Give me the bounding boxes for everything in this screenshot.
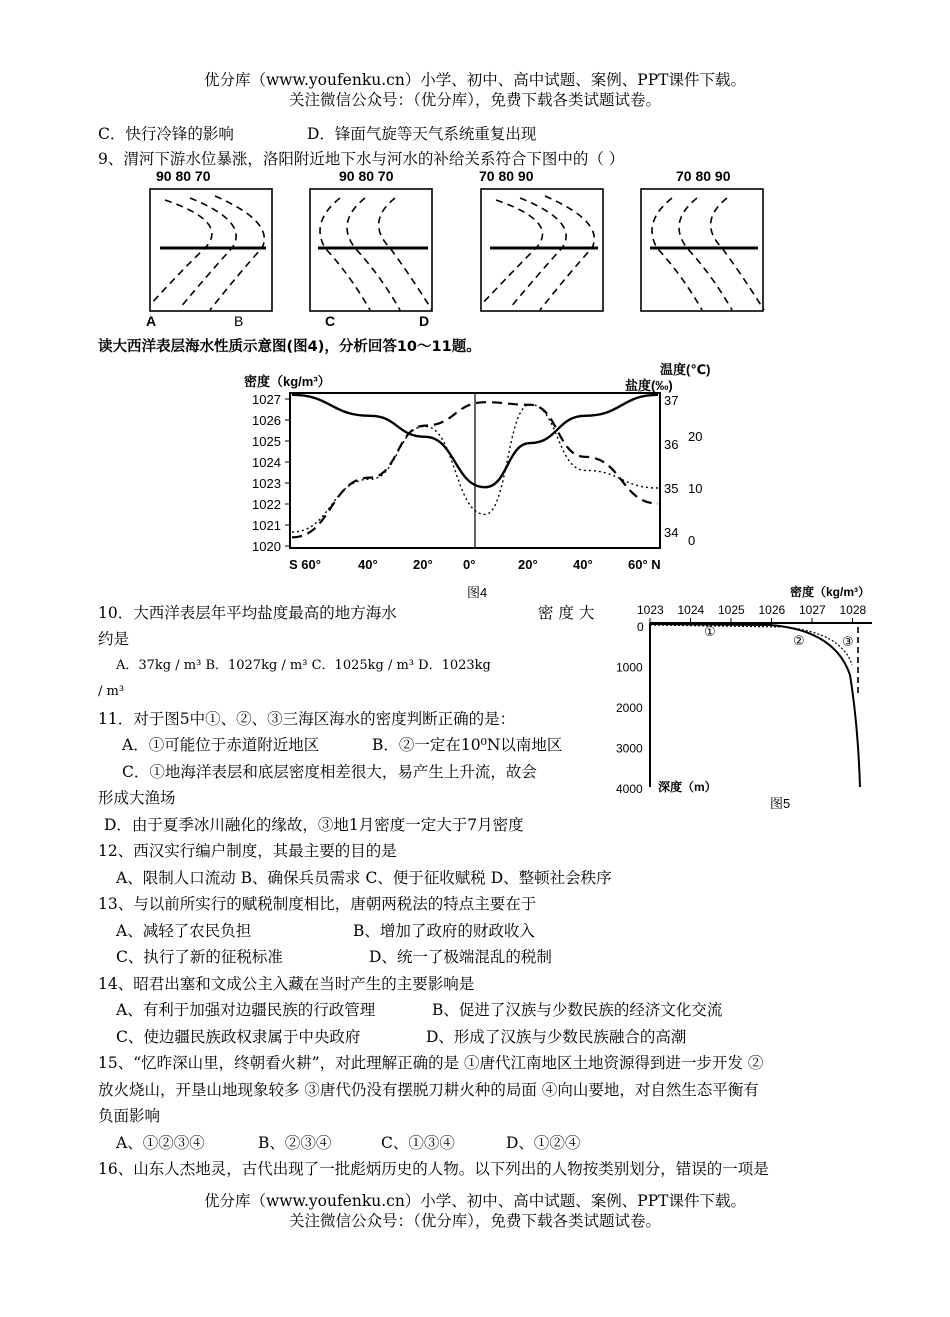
q9-panel-3[interactable] (481, 189, 603, 311)
q14-option-c: C、使边疆民族政权隶属于中央政府 (116, 1028, 361, 1046)
fig4-density-tick: 1020 (252, 539, 281, 554)
q15-stem-1: 15、“忆昨深山里，终朝看火耕”，对此理解正确的是 ①唐代江南地区土地资源得到进一步开发 ② (98, 1054, 764, 1072)
fig4-x-tick: 0° (463, 557, 476, 572)
fig5-y-tick: 3000 (616, 741, 643, 756)
q9-panel2-contour-labels: 90 80 70 (339, 168, 394, 184)
q10-options: A．37kg / m³ B．1027kg / m³ C．1025kg / m³ D．1023kg (116, 658, 491, 673)
fig5-x-tick: 1023 (637, 603, 664, 617)
q11-option-b: B．②一定在10⁰N以南地区 (372, 736, 563, 754)
q10-stem-c: 约是 (98, 630, 130, 648)
fig5-x-tick: 1027 (799, 603, 826, 617)
q11-option-c-cont: 形成大渔场 (98, 789, 176, 807)
q14-option-d: D、形成了汉族与少数民族融合的高潮 (426, 1028, 687, 1046)
fig4-x-tick: 20° (413, 557, 433, 572)
q9-panel-4[interactable] (641, 189, 764, 311)
fig4-density-tick: 1027 (252, 392, 281, 407)
fig5-label-2: ② (793, 633, 805, 648)
fig5-x-tick: 1024 (677, 603, 705, 617)
fig5-y-tick: 2000 (616, 701, 643, 715)
q12-stem: 12、西汉实行编户制度，其最主要的目的是 (98, 842, 397, 860)
q16-stem: 16、山东人杰地灵，古代出现了一批彪炳历史的人物。以下列出的人物按类别划分，错误的一项是 (98, 1160, 769, 1178)
q11-option-a: A．①可能位于赤道附近地区 (122, 736, 320, 754)
q13-option-b: B、增加了政府的财政收入 (353, 922, 535, 940)
q14-option-b: B、促进了汉族与少数民族的经济文化交流 (432, 1001, 723, 1019)
fig5-x-tick: 1025 (718, 603, 745, 617)
q15-option-a: A、①②③④ (116, 1134, 205, 1152)
fig5-depth-axis-label: 深度（m） (658, 780, 717, 794)
q9-stem: 9、渭河下游水位暴涨，洛阳附近地下水与河水的补给关系符合下图中的（ ） (98, 150, 625, 168)
fig5-y-tick: 1000 (616, 660, 643, 675)
q9-letter-a: A (146, 313, 157, 329)
q10-stem: 10．大西洋表层年平均盐度最高的地方海水 (98, 604, 397, 622)
fig4-salinity-tick: 37 (664, 393, 679, 408)
fig4-salinity-tick: 34 (664, 525, 679, 540)
q11-option-d: D．由于夏季冰川融化的缘故，③地1月密度一定大于7月密度 (104, 816, 524, 834)
header-line-1: 优分库（www.youfenku.cn）小学、初中、高中试题、案例、PPT课件下载。 (203, 71, 747, 89)
fig4-density-tick: 1022 (252, 497, 281, 512)
fig5-curve-2b-line (650, 625, 852, 665)
fig4-salinity-tick: 35 (664, 481, 679, 496)
fig4-chart (0, 360, 950, 600)
fig4-density-axis-label: 密度（kg/m³） (244, 374, 331, 389)
footer-line-1: 优分库（www.youfenku.cn）小学、初中、高中试题、案例、PPT课件下载。 (203, 1192, 747, 1210)
fig4-temperature-tick: 0 (688, 533, 696, 548)
fig4-intro: 读大西洋表层海水性质示意图(图4)，分析回答10～11题。 (98, 339, 481, 355)
fig4-x-tick: 40° (573, 557, 593, 572)
q9-letter-b: B (234, 313, 244, 329)
fig4-salinity-axis-label: 盐度(‰) (625, 378, 673, 393)
fig4-x-tick: 60° N (628, 557, 661, 572)
fig4-x-tick: 40° (358, 557, 378, 572)
fig5-curve-2-line (650, 624, 860, 787)
fig4-x-tick: S 60° (289, 557, 321, 572)
fig4-temperature-tick: 10 (688, 481, 703, 496)
fig5-chart (610, 585, 890, 805)
q9-panel3-contour-labels: 70 80 90 (479, 168, 534, 184)
fig5-y-tick: 4000 (616, 782, 643, 796)
fig4-temperature-axis-label: 温度(℃) (660, 362, 711, 377)
q15-option-c: C、①③④ (381, 1134, 455, 1152)
q12-options: A、限制人口流动 B、确保兵员需求 C、便于征收赋税 D、整顿社会秩序 (116, 869, 612, 887)
q11-option-c: C．①地海洋表层和底层密度相差很大，易产生上升流，故会 (122, 763, 537, 781)
fig4-density-tick: 1021 (252, 518, 281, 533)
fig4-x-tick: 20° (518, 557, 538, 572)
fig5-x-tick: 1026 (758, 603, 786, 617)
q10-stem-b: 密 度 大 (538, 604, 595, 622)
q9-panel-1[interactable] (150, 189, 272, 311)
q9-panel1-contour-labels: 90 80 70 (156, 168, 211, 184)
q8-option-d: D．锋面气旋等天气系统重复出现 (307, 125, 537, 143)
q9-panel4-contour-labels: 70 80 90 (676, 168, 731, 184)
fig4-density-tick: 1026 (252, 413, 281, 428)
q10-unit-tail: / m³ (98, 684, 125, 699)
fig5-x-tick: 1028 (839, 603, 867, 617)
q14-stem: 14、昭君出塞和文成公主入藏在当时产生的主要影响是 (98, 975, 475, 993)
fig5-y-tick: 0 (637, 620, 644, 634)
fig4-caption: 图4 (467, 585, 488, 600)
q13-option-a: A、减轻了农民负担 (116, 922, 252, 940)
fig4-temperature-tick: 20 (688, 429, 703, 444)
fig5-label-3: ③ (842, 634, 854, 649)
fig5-density-axis-label: 密度（kg/m³） (790, 585, 871, 599)
fig4-salinity-tick: 36 (664, 437, 679, 452)
q13-option-c: C、执行了新的征税标准 (116, 948, 283, 966)
q11-stem: 11．对于图5中①、②、③三海区海水的密度判断正确的是： (98, 710, 516, 728)
q14-option-a: A、有利于加强对边疆民族的行政管理 (116, 1001, 376, 1019)
q9-letter-c: C (325, 313, 336, 329)
fig5-label-1: ① (704, 624, 716, 639)
fig5-caption: 图5 (770, 796, 791, 811)
q13-option-d: D、统一了极端混乱的税制 (369, 948, 552, 966)
q15-option-d: D、①②④ (506, 1134, 581, 1152)
q13-stem: 13、与以前所实行的赋税制度相比，唐朝两税法的特点主要在于 (98, 895, 537, 913)
fig4-density-tick: 1024 (252, 455, 281, 470)
fig4-density-tick: 1023 (252, 476, 281, 491)
footer-line-2: 关注微信公众号：（优分库），免费下载各类试题试卷。 (288, 1212, 661, 1230)
q9-panel-2[interactable] (310, 189, 432, 311)
fig4-density-tick: 1025 (252, 434, 281, 449)
q15-option-b: B、②③④ (258, 1134, 332, 1152)
q8-option-c: C．快行冷锋的影响 (98, 125, 234, 143)
q15-stem-2: 放火烧山，开垦山地现象较多 ③唐代仍没有摆脱刀耕火种的局面 ④向山要地，对自然生态平衡有 (98, 1081, 759, 1099)
header-line-2: 关注微信公众号：（优分库），免费下载各类试题试卷。 (288, 91, 661, 109)
q15-stem-3: 负面影响 (98, 1107, 161, 1125)
q9-letter-d: D (419, 313, 430, 329)
q9-diagrams (0, 0, 950, 340)
